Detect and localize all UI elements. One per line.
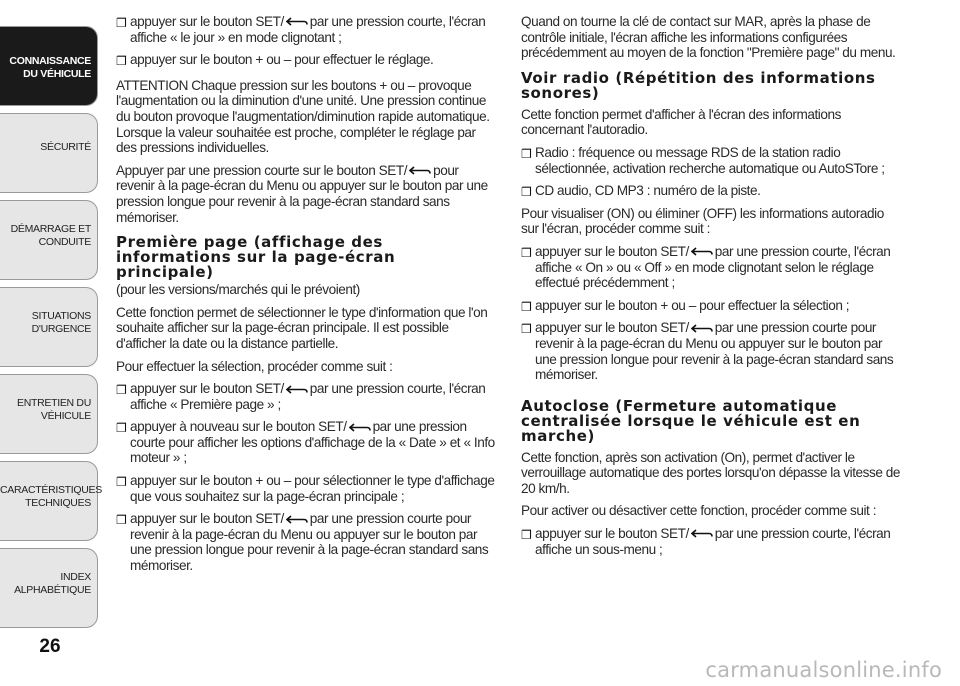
checkbox-bullet-icon: ❒: [521, 322, 532, 337]
list-item-text: Radio : fréquence ou message RDS de la station radio sélectionnée, activation recherche automatique ou AutoSTore ;: [535, 144, 885, 176]
list-item-text: appuyer sur le bouton + ou – pour effectuer la sélection ;: [535, 297, 850, 313]
tab-situations-durgence[interactable]: [0, 287, 98, 367]
checkbox-bullet-icon: ❒: [521, 146, 532, 161]
return-arrow-key-icon: [691, 529, 713, 539]
tab-label-line: CONNAISSANCE: [9, 55, 91, 67]
section-heading-autoclose: Autoclose (Fermeture automatique centralisée lorsque le véhicule est en marche): [521, 396, 861, 445]
body-paragraph: Pour activer ou désactiver cette fonction, procéder comme suit :: [521, 503, 877, 519]
checkbox-bullet-icon: ❒: [116, 16, 127, 30]
list-item-text: [130, 419, 498, 466]
versions-note: (pour les versions/marchés qui le prévoient): [116, 282, 360, 298]
tab-label-line: ENTRETIEN DU: [17, 397, 91, 409]
list-item: [116, 381, 498, 412]
tab-label-line: CONDUITE: [38, 236, 91, 248]
body-paragraph: Cette fonction, après son activation (On), permet d'activer le verrouillage automatique des portes lorsqu'on dépasse la vitesse de 20 km/h.: [521, 449, 900, 496]
list-item-text-start: appuyer sur le bouton SET/: [130, 14, 284, 29]
list-item-text-end: par une pression courte, l'écran affiche « le jour » en mode clignotant ;: [130, 14, 486, 45]
section-heading-premiere-page: Première page (affichage des informations sur la page-écran principale): [116, 233, 396, 282]
list-item: [116, 473, 498, 504]
list-item: [116, 14, 498, 45]
checkbox-bullet-icon: ❒: [521, 528, 532, 543]
tab-label-line: SÉCURITÉ: [40, 141, 91, 153]
tab-label-line: DU VÉHICULE: [23, 68, 91, 80]
tab-index-alphabetique[interactable]: [0, 548, 98, 628]
list-item-text-end: par une pression courte pour afficher les options d'affichage de la « Date » et « Info moteur » ;: [130, 419, 495, 466]
section-heading-voir-radio: Voir radio (Répétition des informations sonores): [521, 68, 876, 102]
tab-label-line: CARACTÉRISTIQUES: [0, 484, 102, 496]
page-number: 26: [39, 636, 61, 657]
return-arrow-key-icon: [286, 515, 308, 525]
tab-label-line: VÉHICULE: [40, 410, 91, 422]
checkbox-bullet-icon: ❒: [521, 245, 532, 260]
return-arrow-key-icon: [286, 17, 308, 27]
tab-demarrage-et-conduite[interactable]: [0, 200, 98, 280]
checkbox-bullet-icon: ❒: [521, 299, 532, 314]
list-item-text: appuyer sur le bouton + ou – pour sélectionner le type d'affichage que vous souhaitez sur la page-écran principale ;: [130, 473, 495, 504]
tab-caracteristiques-techniques[interactable]: [0, 461, 102, 541]
list-item: [521, 298, 903, 314]
list-item: [521, 320, 903, 382]
body-paragraph: Pour visualiser (ON) ou éliminer (OFF) les informations autoradio sur l'écran, procéder comme suit :: [521, 205, 884, 237]
list-item: [521, 526, 903, 557]
body-paragraph: [116, 163, 498, 225]
attention-paragraph: ATTENTION Chaque pression sur les boutons + ou – provoque l'augmentation ou la diminution d'une unité. Une pression continue du bouton provoque l'augmentation/diminution rapide automatique. Lorsque la valeur souhaitée est proche, compléter le réglage par des pressions individuelles.: [116, 77, 490, 156]
tab-securite[interactable]: [0, 113, 98, 193]
right-column: [521, 14, 903, 564]
list-item-text-end: par une pression courte, l'écran affiche un sous-menu ;: [535, 526, 891, 557]
body-paragraph: Cette fonction permet d'afficher à l'écran des informations concernant l'autoradio.: [521, 106, 841, 138]
return-arrow-key-icon: [409, 166, 431, 176]
paragraph-text-start: Appuyer par une pression courte sur le bouton SET/: [116, 162, 408, 178]
list-item-text: [130, 14, 498, 45]
checkbox-bullet-icon: ❒: [521, 185, 532, 200]
list-item-text-start: appuyer sur le bouton SET/: [130, 511, 284, 527]
return-arrow-key-icon: [691, 247, 713, 257]
list-item-text: [535, 526, 903, 557]
list-item-text-end: par une pression courte, l'écran affiche « On » ou « Off » en mode clignotant selon le réglage effectué précédemment ;: [535, 243, 891, 291]
list-item: [116, 419, 498, 466]
body-paragraph: Quand on tourne la clé de contact sur MAR, après la phase de contrôle initiale, l'écran affiche les informations configurées précédemment au moyen de la fonction "Première page" du menu.: [521, 14, 896, 61]
list-item-text: appuyer sur le bouton + ou – pour effectuer le réglage.: [130, 52, 434, 68]
return-arrow-key-icon: [349, 423, 371, 433]
return-arrow-key-icon: [286, 385, 308, 395]
body-paragraph: Pour effectuer la sélection, procéder comme suit :: [116, 358, 393, 374]
tab-label-line: SITUATIONS: [31, 310, 91, 322]
tab-label-line: INDEX: [60, 571, 91, 583]
checkbox-bullet-icon: ❒: [116, 475, 127, 490]
list-item: [116, 52, 498, 68]
list-item-text-start: appuyer sur le bouton SET/: [130, 381, 284, 397]
list-item-text-end: par une pression courte, l'écran affiche « Première page » ;: [130, 381, 486, 412]
tab-label-line: ALPHABÉTIQUE: [14, 584, 91, 596]
return-arrow-key-icon: [691, 324, 713, 334]
tab-connaissance-du-vehicule[interactable]: [0, 26, 98, 106]
paragraph-text-end: pour revenir à la page-écran du Menu ou appuyer sur le bouton par une pression longue pour revenir à la page-écran standard sans mémoriser.: [116, 162, 488, 225]
tab-label-line: D'URGENCE: [31, 323, 91, 335]
list-item-text: [130, 511, 498, 573]
list-item: [521, 183, 903, 199]
watermark-text: carmanualsonline.info: [705, 658, 942, 682]
checkbox-bullet-icon: ❒: [116, 54, 127, 69]
list-item-text-end: par une pression courte pour revenir à la page-écran du Menu ou appuyer sur le bouton par une pression longue pour revenir à la page-écran standard sans mémoriser.: [130, 511, 489, 574]
list-item: [521, 244, 903, 291]
list-item-text-start: appuyer sur le bouton SET/: [535, 243, 689, 259]
checkbox-bullet-icon: ❒: [116, 421, 127, 436]
list-item-text-start: appuyer à nouveau sur le bouton SET/: [130, 419, 347, 435]
list-item: [116, 511, 498, 573]
checkbox-bullet-icon: ❒: [116, 513, 127, 528]
left-column: [116, 14, 498, 581]
body-paragraph: Cette fonction permet de sélectionner le type d'information que l'on souhaite afficher sur la page-écran principale. Il est possible d'afficher la date ou la distance partielle.: [116, 304, 488, 351]
list-item-text: CD audio, CD MP3 : numéro de la piste.: [535, 183, 761, 199]
list-item-text-start: appuyer sur le bouton SET/: [535, 526, 689, 542]
tab-entretien-du-vehicule[interactable]: [0, 374, 98, 454]
list-item-text-end: par une pression courte pour revenir à la page-écran du Menu ou appuyer sur le bouton par une pression longue pour revenir à la page-écran standard sans mémoriser.: [535, 320, 894, 383]
tab-label-line: TECHNIQUES: [25, 497, 91, 509]
list-item: [521, 145, 903, 176]
list-item-text-start: appuyer sur le bouton SET/: [535, 320, 689, 336]
tab-label-line: DÉMARRAGE ET: [10, 223, 91, 235]
list-item-text: [535, 320, 903, 382]
list-item-text: [535, 244, 903, 291]
checkbox-bullet-icon: ❒: [116, 383, 127, 398]
list-item-text: [130, 381, 498, 412]
